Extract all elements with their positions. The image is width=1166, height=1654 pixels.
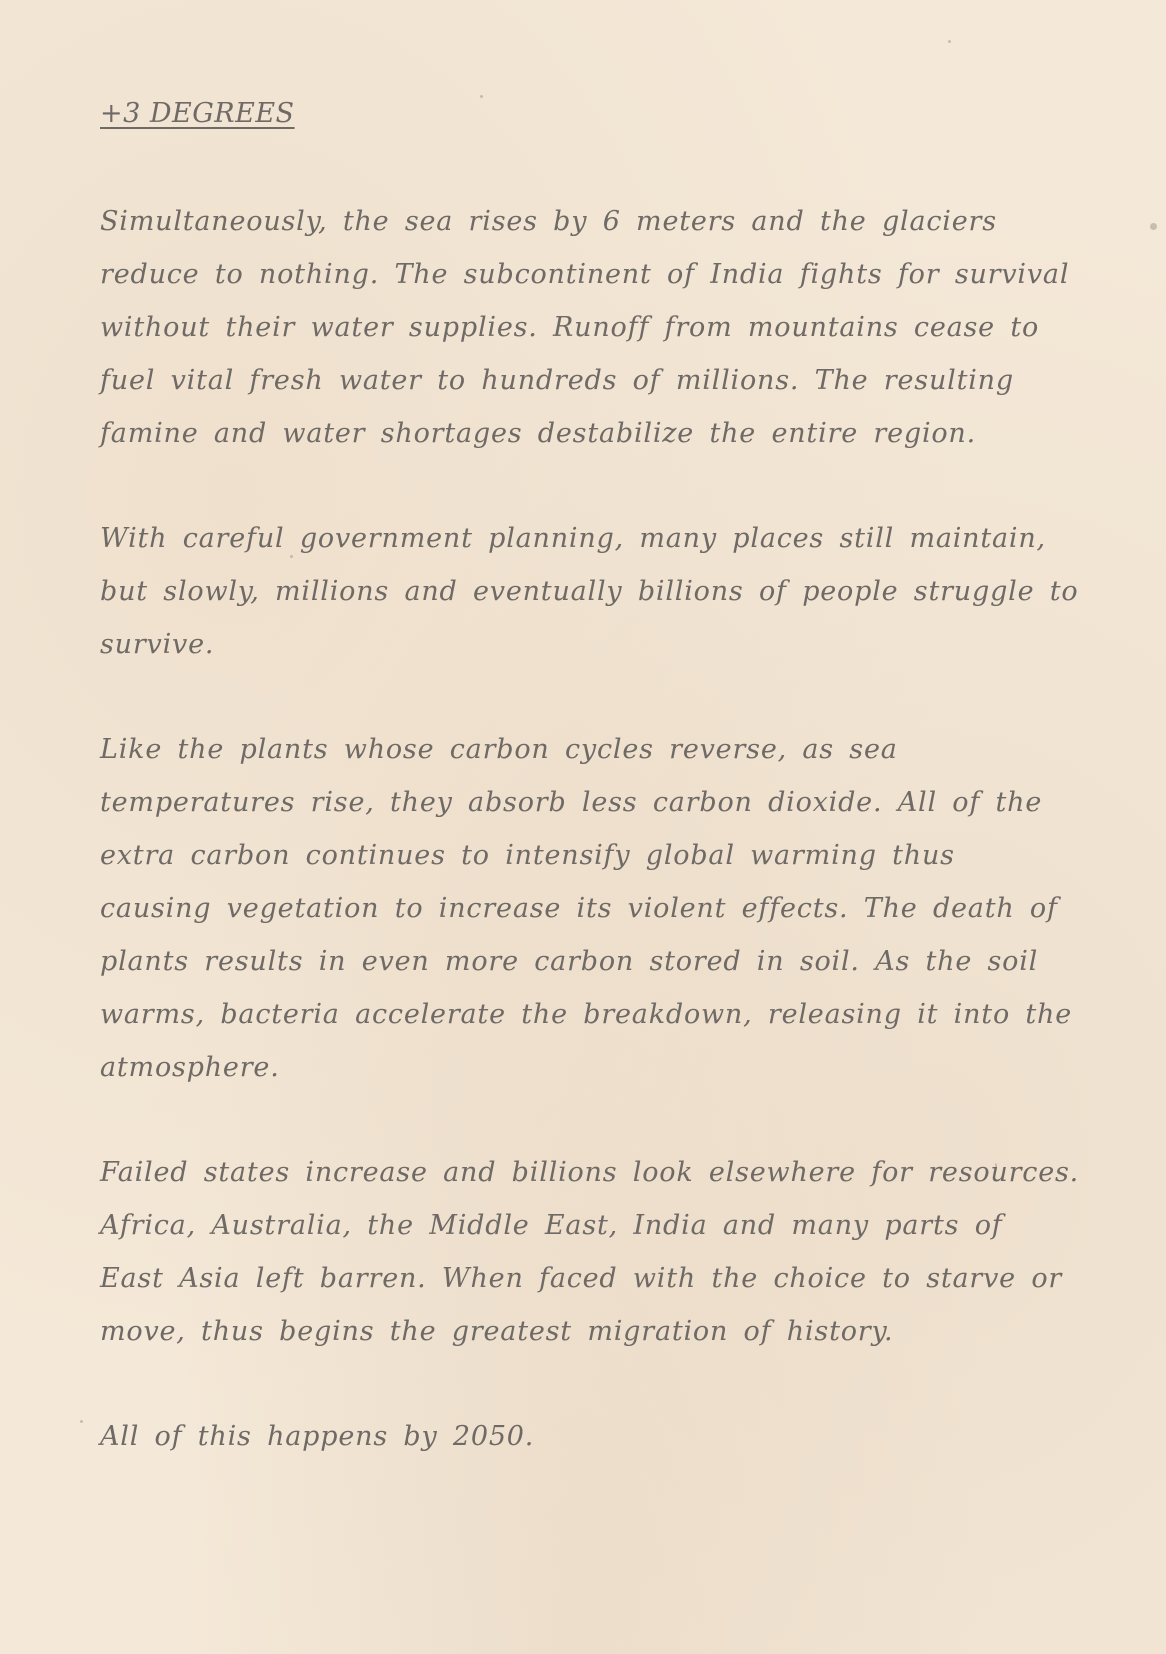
paragraph-carbon-cycles: Like the plants whose carbon cycles reverse, as sea temperatures rise, they absorb less carbon dioxide. All of the extra carbon continues to intensify global warming thus causing vegetation to increase its violent effects. The death of plants results in even more carbon stored in soil. As the soil warms, bacteria accelerate the breakdown, releasing it into the atmosphere. — [100, 734, 1073, 1083]
paragraph-glaciers: Simultaneously, the sea rises by 6 meters and the glaciers reduce to nothing. The subcontinent of India fights for survival without their water supplies. Runoff from mountains cease to fuel vital fresh water to hundreds of millions. The resulting famine and water shortages destabilize the entire region. — [100, 206, 1070, 449]
document-body — [100, 195, 1080, 1515]
paper-speck — [1150, 223, 1157, 230]
paragraph-migration: Failed states increase and billions look elsewhere for resources. Africa, Australia, the Middle East, India and many parts of East Asia left barren. When faced with the choice to starve or move, thus begins the greatest migration of history. — [100, 1157, 1080, 1347]
paper-speck — [80, 1420, 83, 1423]
paragraph-government-planning: With careful government planning, many places still maintain, but slowly, millions and eventually billions of people struggle to survive. — [100, 523, 1079, 660]
page-heading: +3 DEGREES — [100, 98, 295, 129]
paragraph-conclusion: All of this happens by 2050. — [100, 1421, 535, 1452]
paper-speck — [480, 95, 483, 98]
paper-speck — [948, 40, 951, 43]
